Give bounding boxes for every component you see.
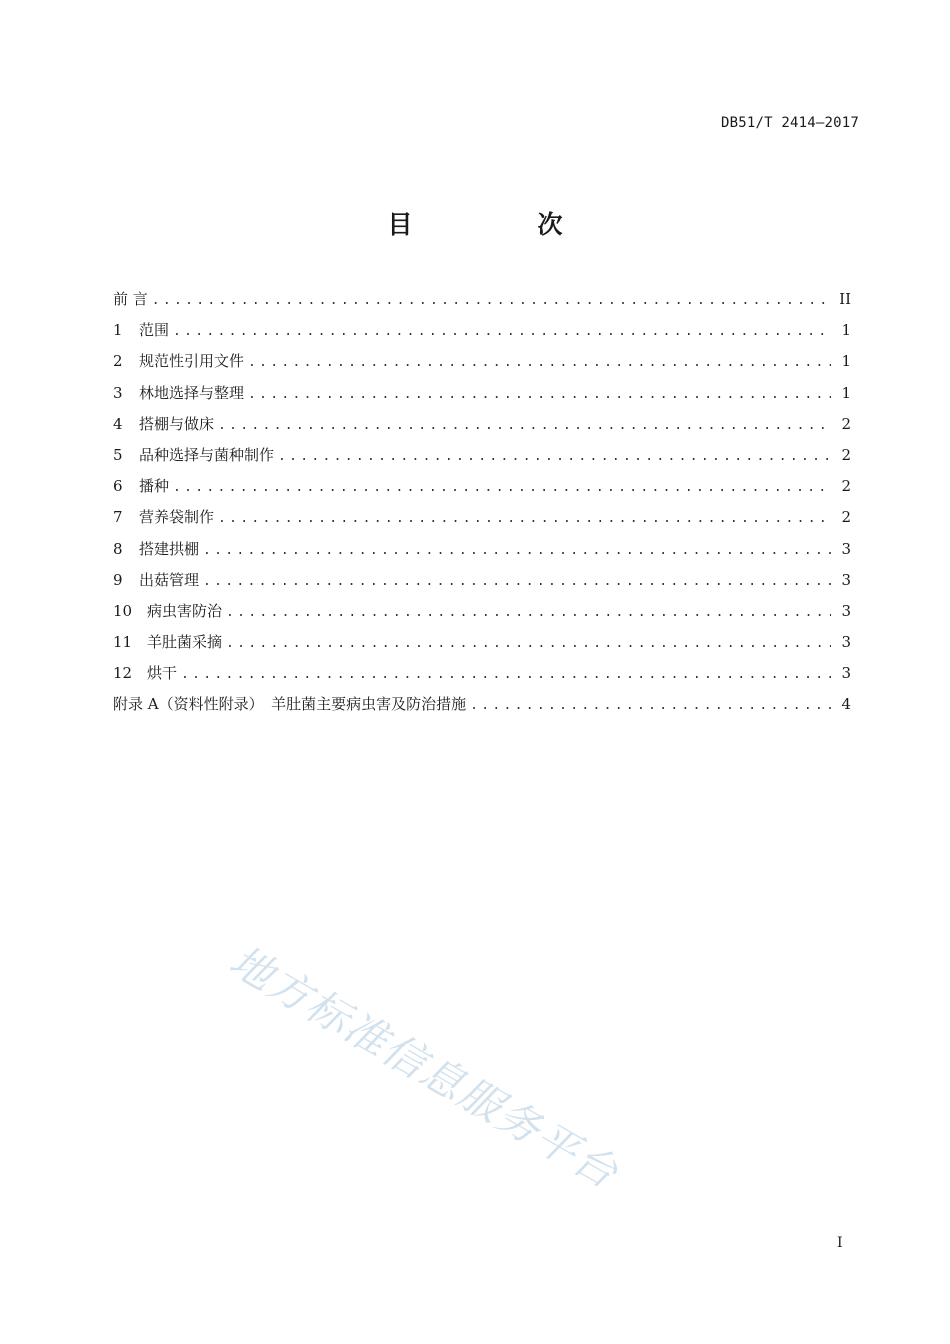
toc-entry-number: 1: [113, 321, 123, 340]
toc-entry-label: 营养袋制作: [139, 508, 215, 527]
toc-leader-dots: [278, 441, 831, 472]
toc-entry-number: 6: [113, 477, 123, 496]
toc-entry-6[interactable]: [113, 471, 851, 502]
toc-entry-number: 10: [113, 601, 133, 620]
toc-entry-label: 搭棚与做床: [139, 414, 215, 433]
toc-entry-label: 林地选择与整理: [139, 383, 245, 402]
toc-entry-label: 范围: [139, 321, 170, 340]
toc-entry-page: 1: [841, 321, 851, 340]
toc-entry-page: 1: [841, 383, 851, 402]
toc-entry-page: 4: [841, 695, 851, 714]
toc-entry-page: 2: [841, 445, 851, 464]
toc-leader-dots: [173, 472, 831, 503]
toc-entry-8[interactable]: [113, 534, 851, 565]
toc-entry-number: 11: [113, 633, 133, 652]
toc-entry-page: 3: [841, 601, 851, 620]
toc-entry-label: 品种选择与菌种制作: [139, 445, 275, 464]
toc-entry-5[interactable]: [113, 440, 851, 471]
toc-entry-label: 规范性引用文件: [139, 352, 245, 371]
toc-leader-dots: [203, 535, 831, 566]
toc-leader-dots: [226, 597, 831, 628]
toc-entry-appendix-a[interactable]: [113, 689, 851, 720]
toc-entry-label: 羊肚菌采摘: [147, 633, 223, 652]
watermark-text: 地方标准信息服务平台: [221, 935, 628, 1199]
toc-entry-label: 病虫害防治: [147, 601, 223, 620]
toc-entry-3[interactable]: [113, 378, 851, 409]
toc-entry-page: 2: [841, 414, 851, 433]
toc-entry-number: 7: [113, 508, 123, 527]
toc-leader-dots: [203, 566, 831, 597]
toc-entry-label: 前 言: [113, 290, 148, 308]
toc-entry-page: 1: [841, 352, 851, 371]
toc-leader-dots: [152, 285, 831, 316]
toc-entry-page: 3: [841, 570, 851, 589]
toc-entry-page: II: [839, 290, 851, 308]
standard-code: DB51/T 2414—2017: [720, 115, 859, 131]
toc-entry-number: 9: [113, 570, 123, 589]
toc-entry-11[interactable]: [113, 627, 851, 658]
toc-entry-7[interactable]: [113, 502, 851, 533]
toc-entry-number: 3: [113, 383, 123, 402]
toc-entry-label: 附录 A（资料性附录） 羊肚菌主要病虫害及防治措施: [113, 695, 467, 714]
toc-entry-number: 8: [113, 539, 123, 558]
toc-leader-dots: [470, 690, 831, 721]
toc-leader-dots: [248, 347, 831, 378]
toc-entry-number: 4: [113, 414, 123, 433]
toc-leader-dots: [226, 628, 831, 659]
toc-leader-dots: [181, 659, 831, 690]
toc-entry-preface[interactable]: [113, 284, 851, 315]
toc-leader-dots: [248, 379, 831, 410]
toc-entry-label: 播种: [139, 477, 170, 496]
page-number: I: [837, 1235, 843, 1251]
toc-entry-9[interactable]: [113, 565, 851, 596]
toc-entry-number: 12: [113, 664, 133, 683]
toc-entry-page: 3: [841, 633, 851, 652]
toc-entry-1[interactable]: [113, 315, 851, 346]
toc-entry-label: 烘干: [147, 664, 178, 683]
toc-entry-12[interactable]: [113, 658, 851, 689]
toc-entry-page: 3: [841, 664, 851, 683]
toc-entry-page: 2: [841, 477, 851, 496]
toc-entry-2[interactable]: [113, 346, 851, 377]
toc-entry-label: 出菇管理: [139, 570, 200, 589]
toc-entry-number: 2: [113, 352, 123, 371]
toc-leader-dots: [218, 503, 831, 534]
table-of-contents: [113, 284, 851, 721]
toc-entry-label: 搭建拱棚: [139, 539, 200, 558]
toc-entry-number: 5: [113, 445, 123, 464]
toc-entry-page: 2: [841, 508, 851, 527]
toc-entry-10[interactable]: [113, 596, 851, 627]
toc-leader-dots: [173, 316, 831, 347]
toc-title: 目 次: [387, 210, 613, 239]
toc-entry-page: 3: [841, 539, 851, 558]
toc-entry-4[interactable]: [113, 409, 851, 440]
toc-leader-dots: [218, 410, 831, 441]
